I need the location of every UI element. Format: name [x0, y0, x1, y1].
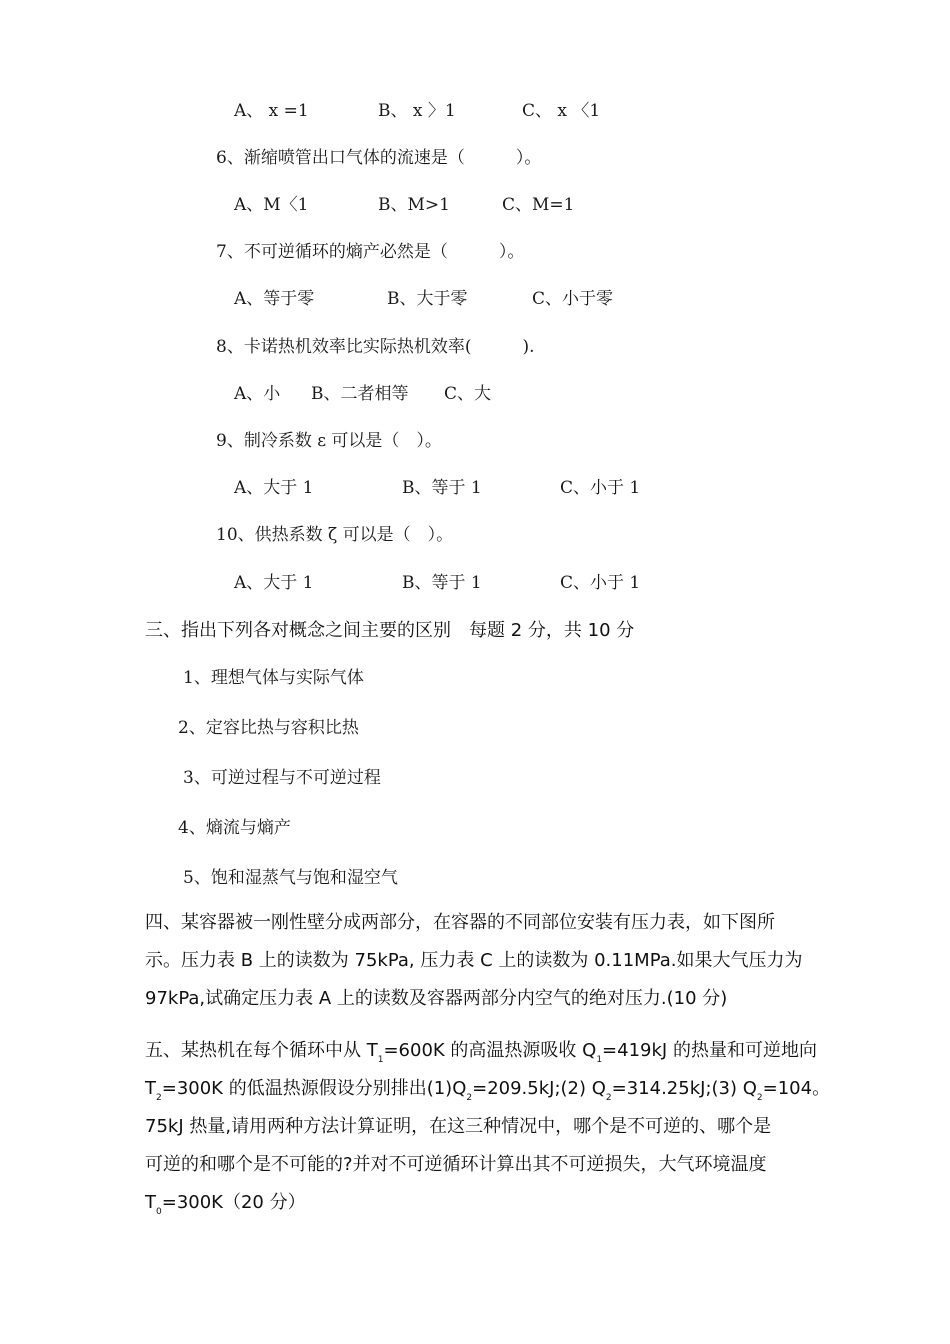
- q8-option-c: C、大: [444, 384, 492, 404]
- question-10: 10、供热系数 ζ 可以是（ ）。: [216, 525, 454, 545]
- q10-option-b: B、等于 1: [402, 573, 482, 593]
- question-6: 6、渐缩喷管出口气体的流速是（ ）。: [216, 148, 542, 168]
- section-5-line-4: 可逆的和哪个是不可能的?并对不可逆循环计算出其不可逆损失，大气环境温度: [145, 1154, 767, 1175]
- q9-option-c: C、小于 1: [560, 478, 641, 498]
- section-5-line-2: $T_2=300K$ 的低温热源假设分别排出$(1)Q_2=209.5kJ;(2)$ $Q_2=314.25kJ;(3)$ $Q_2=104$。: [145, 1078, 831, 1103]
- q5-option-c: C、 x 〈1: [522, 101, 601, 121]
- q10-option-c: C、小于 1: [560, 573, 641, 593]
- section-3-item-2: 2、定容比热与容积比热: [178, 718, 359, 738]
- q7-option-c: C、小于零: [532, 289, 614, 309]
- section-3-item-5: 5、饱和湿蒸气与饱和湿空气: [183, 868, 398, 888]
- q6-option-c: C、M=1: [502, 195, 575, 215]
- q6-option-a: A、M〈1: [234, 195, 309, 215]
- question-7: 7、不可逆循环的熵产必然是（ ）。: [216, 242, 525, 262]
- q9-option-b: B、等于 1: [402, 478, 482, 498]
- q8-option-b: B、二者相等: [311, 384, 409, 404]
- section-3-item-1: 1、理想气体与实际气体: [183, 668, 364, 688]
- section-4-line-3: 97kPa,试确定压力表 A 上的读数及容器两部分内空气的绝对压力.(10 分): [145, 988, 728, 1009]
- q5-option-a: A、 x =1: [234, 101, 309, 121]
- section-5-line-1: 五、某热机在每个循环中从 $T_1=600K$ 的高温热源吸收 $Q_1=419kJ$ 的热量和可逆地向: [145, 1040, 817, 1065]
- section-3-item-4: 4、熵流与熵产: [178, 818, 291, 838]
- q7-option-b: B、大于零: [387, 289, 468, 309]
- section-5-line-5: $T_0=300K(20$ 分）: [145, 1192, 306, 1217]
- q7-option-a: A、等于零: [234, 289, 315, 309]
- section-5-line-3: 75kJ 热量,请用两种方法计算证明，在这三种情况中，哪个是不可逆的、哪个是: [145, 1116, 772, 1137]
- section-3-heading: 三、指出下列各对概念之间主要的区别 每题 2 分，共 10 分: [145, 620, 635, 641]
- section-5-paragraph: [145, 1032, 831, 1222]
- q10-option-a: A、大于 1: [234, 573, 314, 593]
- q6-option-b: B、M>1: [378, 195, 450, 215]
- section-4-line-2: 示。压力表 B 上的读数为 75kPa, 压力表 C 上的读数为 0.11MPa.如果大气压力为: [145, 950, 803, 971]
- question-9: 9、制冷系数 ε 可以是（ ）。: [216, 431, 442, 451]
- section-3-item-3: 3、可逆过程与不可逆过程: [183, 768, 381, 788]
- q9-option-a: A、大于 1: [234, 478, 314, 498]
- q8-option-a: A、小: [234, 384, 281, 404]
- section-4-paragraph: [145, 904, 815, 1018]
- section-4-line-1: 四、某容器被一刚性壁分成两部分，在容器的不同部位安装有压力表，如下图所: [145, 912, 775, 933]
- question-8: 8、卡诺热机效率比实际热机效率( ).: [216, 337, 535, 357]
- q5-option-b: B、 x 〉1: [378, 101, 456, 121]
